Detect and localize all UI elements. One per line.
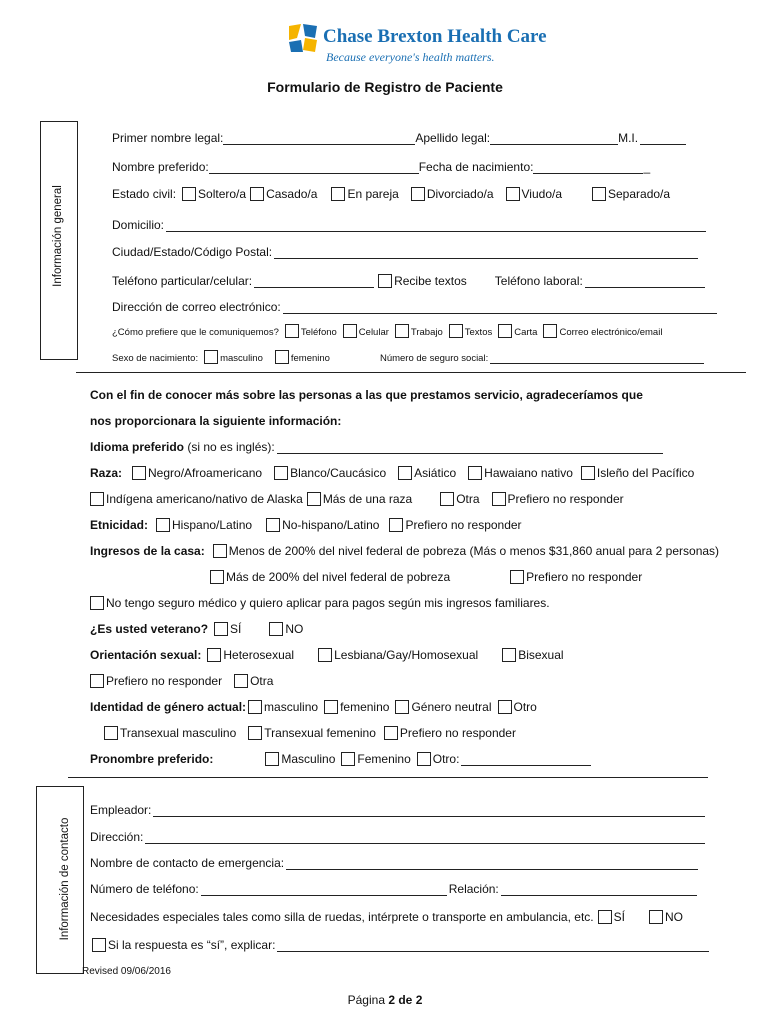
pronoun-fem-checkbox[interactable]	[341, 752, 355, 766]
marital-divorced-checkbox[interactable]	[411, 187, 425, 201]
income-option: Menos de 200% del nivel federal de pobreza (Más o menos $31,860 anual para 2 personas)	[228, 544, 720, 558]
gender-option: femenino	[340, 700, 390, 714]
language-label: Idioma preferido	[90, 440, 185, 454]
orient-option: Prefiero no responder	[106, 674, 223, 688]
veteran-yes-checkbox[interactable]	[214, 622, 228, 636]
gender-male-checkbox[interactable]	[248, 700, 262, 714]
income-label: Ingresos de la casa:	[90, 544, 205, 558]
section-divider	[76, 372, 746, 373]
contact-option: Carta	[514, 327, 538, 338]
contact-texts-checkbox[interactable]	[449, 324, 463, 338]
mi-label: M.I.	[618, 131, 639, 145]
income-decline-checkbox[interactable]	[510, 570, 524, 584]
pronoun-masc-checkbox[interactable]	[265, 752, 279, 766]
birth-sex-label: Sexo de nacimiento:	[112, 353, 199, 364]
email-label: Dirección de correo electrónico:	[112, 300, 281, 314]
no-insurance-checkbox[interactable]	[90, 596, 104, 610]
needs-label: Necesidades especiales tales como silla de ruedas, intérprete o transporte en ambulancia, etc.	[90, 910, 594, 924]
revised-date: Revised 09/06/2016	[82, 966, 171, 977]
race-multiple-checkbox[interactable]	[307, 492, 321, 506]
form-title: Formulario de Registro de Paciente	[267, 79, 503, 95]
phone-field[interactable]	[254, 276, 374, 288]
race-option: Negro/Afroamericano	[148, 466, 263, 480]
contact-phone-checkbox[interactable]	[285, 324, 299, 338]
needs-option: NO	[664, 910, 683, 924]
orient-gay-checkbox[interactable]	[318, 648, 332, 662]
race-other-checkbox[interactable]	[440, 492, 454, 506]
work-phone-label: Teléfono laboral:	[494, 274, 583, 288]
gender-neutral-checkbox[interactable]	[395, 700, 409, 714]
gender-transfemale-checkbox[interactable]	[248, 726, 262, 740]
gender-label: Identidad de género actual:	[90, 700, 247, 714]
texts-checkbox[interactable]	[378, 274, 392, 288]
gender-option: Transexual femenino	[264, 726, 376, 740]
race-option: Indígena americano/nativo de Alaska	[106, 492, 303, 506]
race-black-checkbox[interactable]	[132, 466, 146, 480]
orient-option: Heterosexual	[223, 648, 295, 662]
address-label: Domicilio:	[112, 218, 165, 232]
income-below-checkbox[interactable]	[213, 544, 227, 558]
eth-nonhispanic-checkbox[interactable]	[266, 518, 280, 532]
last-name-label: Apellido legal:	[415, 131, 491, 145]
contact-work-checkbox[interactable]	[395, 324, 409, 338]
race-asian-checkbox[interactable]	[398, 466, 412, 480]
relation-field[interactable]	[501, 884, 697, 896]
emergency-label: Nombre de contacto de emergencia:	[90, 856, 285, 870]
section-divider	[68, 777, 708, 778]
race-option: Hawaiano nativo	[484, 466, 573, 480]
ssn-label: Número de seguro social:	[379, 353, 489, 364]
gender-option: Género neutral	[411, 700, 492, 714]
orient-bi-checkbox[interactable]	[502, 648, 516, 662]
contact-address-field[interactable]	[145, 832, 705, 844]
marital-partner-checkbox[interactable]	[331, 187, 345, 201]
page-number	[0, 993, 770, 1007]
sex-option: femenino	[290, 353, 330, 364]
race-pacific-checkbox[interactable]	[581, 466, 595, 480]
race-label: Raza:	[90, 466, 123, 480]
contact-info-side-label: Información de contacto	[59, 817, 71, 941]
employer-label: Empleador:	[90, 803, 152, 817]
gender-option: masculino	[264, 700, 319, 714]
contact-option: Teléfono	[300, 327, 337, 338]
ssn-field[interactable]	[490, 352, 704, 364]
race-option: Isleño del Pacífico	[596, 466, 695, 480]
veteran-label: ¿Es usted veterano?	[90, 622, 209, 636]
needs-yes-checkbox[interactable]	[598, 910, 612, 924]
race-option: Más de una raza	[322, 492, 413, 506]
marital-option: Divorciado/a	[426, 187, 494, 201]
race-option: Asiático	[414, 466, 457, 480]
race-hawaiian-checkbox[interactable]	[468, 466, 482, 480]
contact-cell-checkbox[interactable]	[343, 324, 357, 338]
needs-option: SÍ	[613, 910, 625, 924]
contact-phone-label: Número de teléfono:	[90, 882, 199, 896]
marital-label: Estado civil:	[112, 187, 177, 201]
orient-option: Otra	[250, 674, 274, 688]
eth-decline-checkbox[interactable]	[389, 518, 403, 532]
race-white-checkbox[interactable]	[274, 466, 288, 480]
contact-pref-label: ¿Cómo prefiere que le comuniquemos?	[112, 327, 279, 338]
veteran-option: SÍ	[230, 622, 242, 636]
language-note: (si no es inglés):	[187, 440, 275, 454]
sex-female-checkbox[interactable]	[275, 350, 289, 364]
marital-separated-checkbox[interactable]	[592, 187, 606, 201]
contact-option: Correo electrónico/email	[559, 327, 663, 338]
pronoun-option: Femenino	[357, 752, 411, 766]
sex-option: masculino	[220, 353, 263, 364]
gender-female-checkbox[interactable]	[324, 700, 338, 714]
demographics-intro-line-2: nos proporcionara la siguiente información:	[90, 414, 342, 428]
demographics-intro-line-1: Con el fin de conocer más sobre las personas a las que prestamos servicio, agradeceríamos que	[90, 388, 643, 402]
contact-option: Textos	[464, 327, 493, 338]
explain-label: Si la respuesta es “sí”, explicar:	[108, 938, 276, 952]
orient-option: Lesbiana/Gay/Homosexual	[334, 648, 479, 662]
explain-field[interactable]	[277, 940, 709, 952]
marital-option: Separado/a	[608, 187, 671, 201]
emergency-field[interactable]	[286, 858, 698, 870]
pronoun-other-field[interactable]	[461, 754, 591, 766]
logo-name: Chase Brexton Health Care	[323, 26, 547, 47]
race-option: Prefiero no responder	[507, 492, 624, 506]
veteran-no-checkbox[interactable]	[269, 622, 283, 636]
contact-address-label: Dirección:	[90, 830, 144, 844]
orient-option: Bisexual	[518, 648, 564, 662]
first-name-label: Primer nombre legal:	[112, 131, 224, 145]
work-phone-field[interactable]	[585, 276, 705, 288]
race-option: Blanco/Caucásico	[290, 466, 387, 480]
gender-option: Prefiero no responder	[399, 726, 516, 740]
dob-field[interactable]	[533, 162, 643, 174]
orient-decline-checkbox[interactable]	[90, 674, 104, 688]
marital-married-checkbox[interactable]	[250, 187, 264, 201]
gender-option: Transexual masculino	[120, 726, 237, 740]
income-option: Prefiero no responder	[526, 570, 643, 584]
orient-other-checkbox[interactable]	[234, 674, 248, 688]
phone-label: Teléfono particular/celular:	[112, 274, 253, 288]
address-field[interactable]	[166, 220, 706, 232]
texts-label: Recibe textos	[394, 274, 467, 288]
explain-checkbox[interactable]	[92, 938, 106, 952]
gender-other-checkbox[interactable]	[498, 700, 512, 714]
income-option: Más de 200% del nivel federal de pobreza	[226, 570, 451, 584]
language-field[interactable]	[277, 442, 663, 454]
gender-decline-checkbox[interactable]	[384, 726, 398, 740]
contact-option: Celular	[358, 327, 389, 338]
page-num: 2 de 2	[388, 993, 423, 1007]
race-option: Otra	[456, 492, 480, 506]
pronoun-option: Masculino	[281, 752, 336, 766]
preferred-name-field[interactable]	[209, 162, 419, 174]
marital-option: En pareja	[347, 187, 399, 201]
needs-no-checkbox[interactable]	[649, 910, 663, 924]
general-info-side-label: Información general	[52, 185, 64, 287]
ethnicity-label: Etnicidad:	[90, 518, 149, 532]
last-name-field[interactable]	[490, 133, 618, 145]
marital-option: Soltero/a	[198, 187, 247, 201]
pronoun-other-checkbox[interactable]	[417, 752, 431, 766]
sex-male-checkbox[interactable]	[204, 350, 218, 364]
pronoun-label: Pronombre preferido:	[90, 752, 214, 766]
logo-tagline: Because everyone's health matters.	[326, 50, 495, 64]
pronoun-option: Otro:	[432, 752, 460, 766]
marital-single-checkbox[interactable]	[182, 187, 196, 201]
eth-option: Prefiero no responder	[405, 518, 522, 532]
race-decline-checkbox[interactable]	[492, 492, 506, 506]
orientation-label: Orientación sexual:	[90, 648, 202, 662]
contact-option: Trabajo	[410, 327, 443, 338]
veteran-option: NO	[285, 622, 304, 636]
gender-transmale-checkbox[interactable]	[104, 726, 118, 740]
city-field[interactable]	[274, 247, 698, 259]
relation-label: Relación:	[448, 882, 499, 896]
employer-field[interactable]	[153, 805, 705, 817]
marital-widowed-checkbox[interactable]	[506, 187, 520, 201]
no-insurance-label: No tengo seguro médico y quiero aplicar para pagos según mis ingresos familiares.	[106, 596, 550, 610]
eth-hispanic-checkbox[interactable]	[156, 518, 170, 532]
gender-option: Otro	[513, 700, 537, 714]
contact-phone-field[interactable]	[201, 884, 447, 896]
orient-hetero-checkbox[interactable]	[207, 648, 221, 662]
income-above-checkbox[interactable]	[210, 570, 224, 584]
email-field[interactable]	[283, 302, 717, 314]
first-name-field[interactable]	[223, 133, 415, 145]
city-label: Ciudad/Estado/Código Postal:	[112, 245, 273, 259]
page-prefix: Página	[347, 993, 385, 1007]
marital-option: Casado/a	[266, 187, 318, 201]
preferred-name-label: Nombre preferido:	[112, 160, 209, 174]
mi-field[interactable]	[640, 133, 686, 145]
eth-option: Hispano/Latino	[172, 518, 253, 532]
contact-email-checkbox[interactable]	[543, 324, 557, 338]
eth-option: No-hispano/Latino	[282, 518, 380, 532]
dob-label: Fecha de nacimiento:	[418, 160, 534, 174]
dob-end: _	[643, 160, 651, 174]
logo-icon	[287, 22, 319, 54]
marital-option: Viudo/a	[521, 187, 562, 201]
contact-letter-checkbox[interactable]	[498, 324, 512, 338]
race-native-checkbox[interactable]	[90, 492, 104, 506]
